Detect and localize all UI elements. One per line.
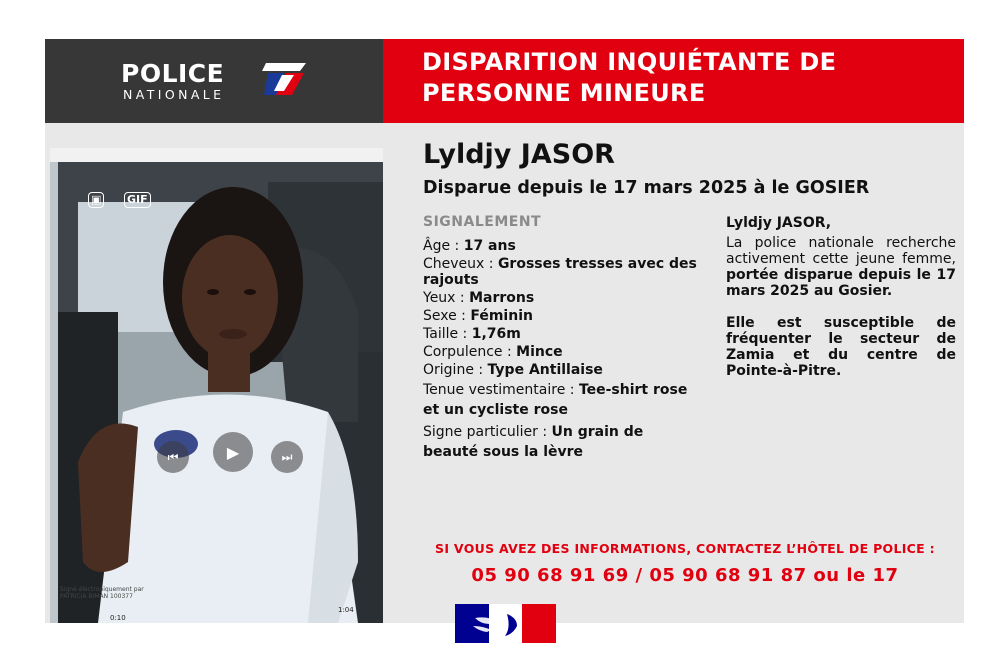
logo-nationale-text: NATIONALE — [123, 87, 225, 102]
person-name: Lyldjy JASOR — [423, 139, 615, 170]
alert-header — [383, 39, 964, 123]
video-time-right: 1:04 — [338, 606, 354, 614]
signalement-title: SIGNALEMENT — [423, 214, 542, 230]
signalement-fields — [423, 238, 703, 464]
police-logo-block — [45, 39, 383, 123]
field-tenue: Tenue vestimentaire : Tee-shirt rose et un cycliste rose — [423, 382, 688, 418]
gif-badge: GIF — [124, 192, 151, 208]
field-cheveux: Cheveux : Grosses tresses avec des rajouts — [423, 256, 697, 288]
screen-record-icon: ▣ — [88, 192, 104, 208]
description-paragraph-1: La police nationale recherche activement cette jeune femme, portée disparue depuis le 17 mars 2025 au Gosier. — [726, 235, 956, 299]
field-signe: Signe particulier : Un grain de beauté sous la lèvre — [423, 424, 644, 460]
missing-person-poster — [45, 39, 964, 623]
description-name: Lyldjy JASOR, — [726, 215, 832, 231]
field-yeux: Yeux : Marrons — [423, 290, 535, 306]
person-photo — [50, 148, 383, 623]
marianne-flag-logo-icon — [455, 604, 556, 643]
field-taille: Taille : 1,76m — [423, 326, 521, 342]
field-origine: Origine : Type Antillaise — [423, 362, 603, 378]
contact-label: SI VOUS AVEZ DES INFORMATIONS, CONTACTEZ L’HÔTEL DE POLICE : — [435, 541, 935, 556]
field-corpulence: Corpulence : Mince — [423, 344, 563, 360]
police-wing-logo-icon — [260, 61, 306, 97]
description — [726, 215, 956, 379]
description-paragraph-2: Elle est susceptible de fréquenter le secteur de Zamia et du centre de Pointe-à-Pitre. — [726, 315, 956, 379]
contact-phones[interactable]: 05 90 68 91 69 / 05 90 68 91 87 ou le 17 — [471, 565, 899, 586]
video-time-left: 0:10 — [110, 614, 126, 622]
forward-icon: ⏭ — [271, 441, 303, 473]
alert-title: DISPARITION INQUIÉTANTE DE PERSONNE MINEURE — [422, 48, 837, 107]
missing-since: Disparue depuis le 17 mars 2025 à le GOSIER — [423, 178, 870, 198]
field-sexe: Sexe : Féminin — [423, 308, 533, 324]
play-icon: ▶ — [213, 432, 253, 472]
photo-signature-caption: Signé électroniquement par PATRICIA BIMAN 100377 — [60, 586, 144, 600]
field-age: Âge : 17 ans — [423, 238, 516, 254]
photo-frame — [50, 148, 383, 162]
logo-police-text: POLICE — [121, 59, 225, 88]
photo-illustration — [58, 162, 383, 623]
rewind-icon: ⏮ — [157, 441, 189, 473]
